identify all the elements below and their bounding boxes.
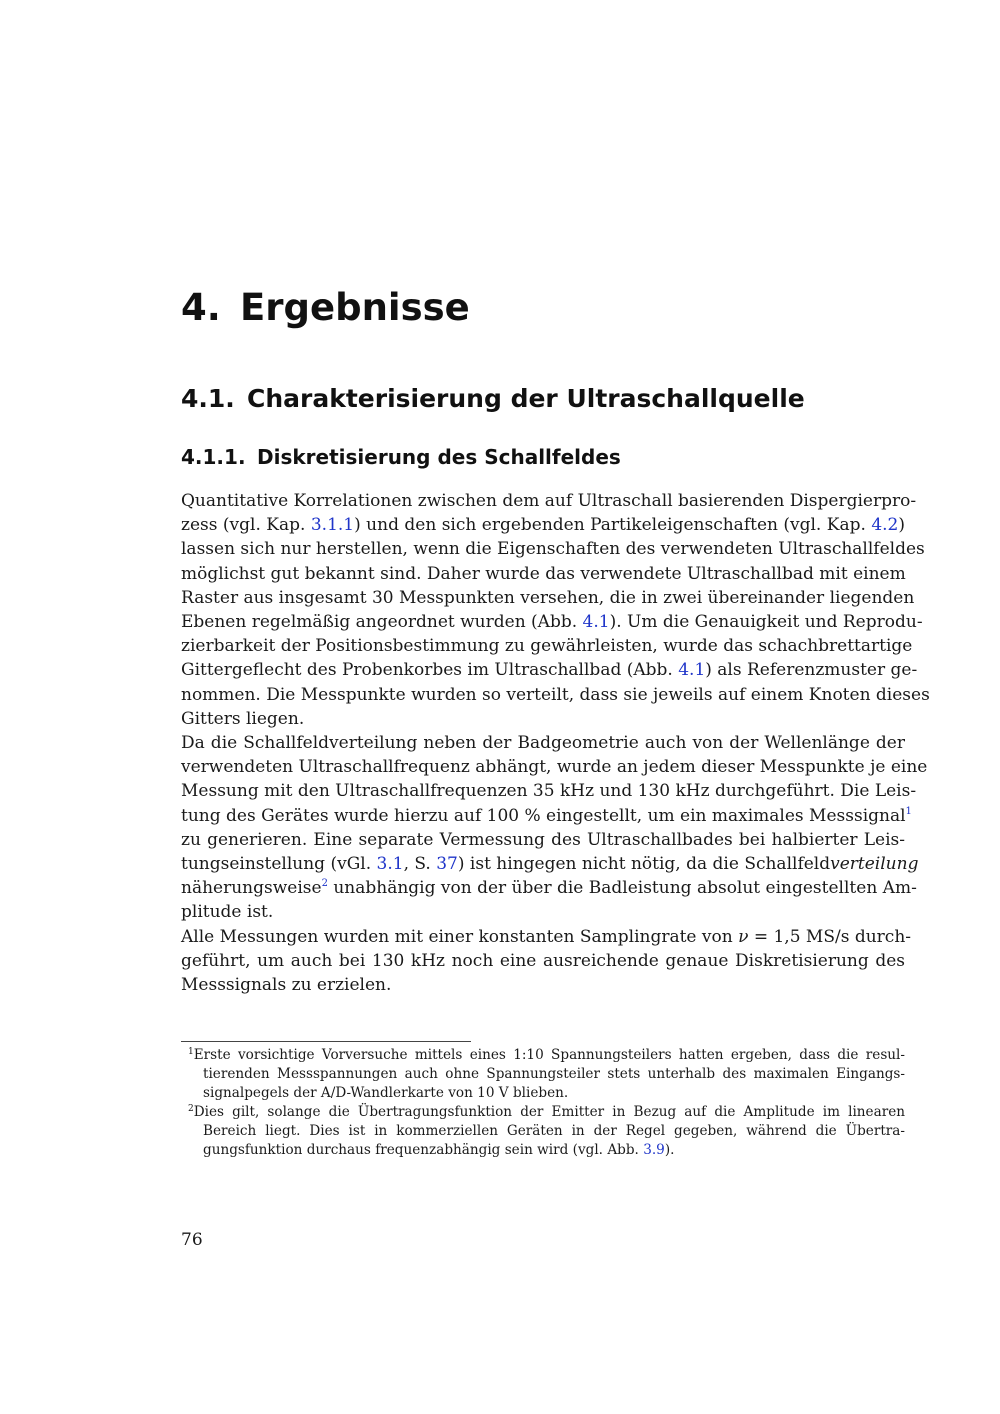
text-line: tierenden Messspannungen auch ohne Spannungsteiler stets unterhalb des maximalen Eingangs- <box>203 1066 905 1082</box>
footnote-divider <box>181 1041 471 1042</box>
text-line <box>181 1046 905 1065</box>
footnote-marker-link[interactable]: 1 <box>905 805 912 817</box>
text-segment: unabhängig von der über die Badleistung absolut eingestellten Am- <box>327 878 917 899</box>
figure-reference-link[interactable]: 3.9 <box>643 1142 665 1158</box>
text-line: plitude ist. <box>181 902 274 923</box>
text-line <box>181 513 905 537</box>
text-line: Raster aus insgesamt 30 Messpunkten versehen, die in zwei übereinander liegenden <box>181 587 915 608</box>
footnotes <box>181 1046 905 1160</box>
text-segment: gungsfunktion durchaus frequenzabhängig sein wird (vgl. Abb. <box>203 1142 644 1158</box>
chapter-number: 4. <box>181 286 221 329</box>
chapter-heading <box>181 286 470 329</box>
text-line: lassen sich nur herstellen, wenn die Eigenschaften des verwendeten Ultraschallfeldes <box>181 539 925 560</box>
text-line <box>181 610 923 634</box>
body-text <box>181 489 930 997</box>
subsection-title: Diskretisierung des Schallfeldes <box>257 445 621 469</box>
text-line <box>181 804 912 828</box>
text-line: verwendeten Ultraschallfrequenz abhängt, wurde an jedem dieser Messpunkte je eine <box>181 757 928 778</box>
section-title: Charakterisierung der Ultraschallquelle <box>247 384 805 413</box>
text-line: geführt, um auch bei 130 kHz noch eine ausreichende genaue Diskretisierung des <box>181 950 905 971</box>
text-segment: tung des Gerätes wurde hierzu auf 100 % eingestellt, um ein maximales Messsignal <box>181 805 906 826</box>
text-line: Gitters liegen. <box>181 708 305 729</box>
text-line: zierbarkeit der Positionsbestimmung zu gewährleisten, wurde das schachbrettartige <box>181 636 913 657</box>
text-segment: Dies gilt, solange die Übertragungsfunktion der Emitter in Bezug auf die Amplitude im linearen <box>193 1104 905 1120</box>
page-number: 76 <box>181 1230 203 1250</box>
text-line: nommen. Die Messpunkte wurden so verteilt, dass sie jeweils auf einem Knoten dieses <box>181 684 930 705</box>
text-segment: ) <box>898 515 906 536</box>
text-line: Quantitative Korrelationen zwischen dem auf Ultraschall basierenden Dispergierpro- <box>181 491 917 511</box>
subsection-number: 4.1.1. <box>181 445 246 469</box>
text-segment: Erste vorsichtige Vorversuche mittels eines 1:10 Spannungsteilers hatten ergeben, dass die resul- <box>193 1047 905 1063</box>
text-line <box>181 852 919 876</box>
footnote <box>181 1046 905 1103</box>
footnote <box>181 1103 905 1160</box>
footnote-marker-link[interactable]: 2 <box>321 878 328 890</box>
text-segment: Gittergeflecht des Probenkorbes im Ultraschallbad (Abb. <box>181 660 679 681</box>
chapter-title: Ergebnisse <box>240 286 470 329</box>
section-heading <box>181 384 805 413</box>
figure-reference-link[interactable]: 4.1 <box>678 660 706 681</box>
text-line <box>181 658 918 682</box>
text-line: zu generieren. Eine separate Vermessung des Ultraschallbades bei halbierter Leis- <box>181 829 905 850</box>
text-segment: ). Um die Genauigkeit und Reprodu- <box>609 612 923 633</box>
footnote-number: 1 <box>188 1047 194 1057</box>
text-segment: ) und den sich ergebenden Partikeleigenschaften (vgl. Kap. <box>354 515 872 536</box>
text-segment: tungseinstellung (vGl. <box>181 854 377 875</box>
footnote-number: 2 <box>188 1104 194 1114</box>
page-reference-link[interactable]: 37 <box>436 854 458 875</box>
text-segment: ). <box>664 1142 675 1158</box>
math-symbol-nu: ν <box>738 926 749 947</box>
subsection-heading <box>181 445 621 469</box>
paragraph <box>181 731 928 925</box>
text-line: möglichst gut bekannt sind. Daher wurde das verwendete Ultraschallbad mit einem <box>181 563 906 584</box>
text-line <box>181 925 912 949</box>
text-line <box>181 1103 905 1122</box>
table-reference-link[interactable]: 3.1 <box>376 854 404 875</box>
text-line: Messung mit den Ultraschallfrequenzen 35 kHz und 130 kHz durchgeführt. Die Leis- <box>181 781 917 802</box>
cross-reference-link[interactable]: 4.2 <box>871 515 899 536</box>
text-line <box>181 876 917 900</box>
text-segment: Alle Messungen wurden mit einer konstanten Samplingrate von <box>181 926 739 947</box>
text-segment: = 1,5 MS/s durch- <box>748 926 912 947</box>
text-segment: näherungsweise <box>181 878 322 899</box>
paragraph <box>181 925 912 998</box>
figure-reference-link[interactable]: 4.1 <box>582 612 610 633</box>
text-line: Messsignals zu erzielen. <box>181 975 392 996</box>
text-line <box>181 1141 905 1160</box>
text-segment: zess (vgl. Kap. <box>181 515 311 536</box>
text-segment: Ebenen regelmäßig angeordnet wurden (Abb. <box>181 612 583 633</box>
text-segment: , S. <box>403 854 437 875</box>
cross-reference-link[interactable]: 3.1.1 <box>310 515 355 536</box>
text-line: signalpegels der A/D-Wandlerkarte von 10 V blieben. <box>203 1085 569 1101</box>
emphasized-text: verteilung <box>830 854 919 875</box>
text-line: Bereich liegt. Dies ist in kommerziellen Geräten in der Regel gegeben, während die Übertra- <box>203 1123 905 1139</box>
text-segment: ) ist hingegen nicht nötig, da die Schallfeld <box>457 854 831 875</box>
section-number: 4.1. <box>181 384 235 413</box>
text-segment: ) als Referenzmuster ge- <box>705 660 918 681</box>
paragraph <box>181 489 930 731</box>
text-line: Da die Schallfeldverteilung neben der Badgeometrie auch von der Wellenlänge der <box>181 733 905 754</box>
